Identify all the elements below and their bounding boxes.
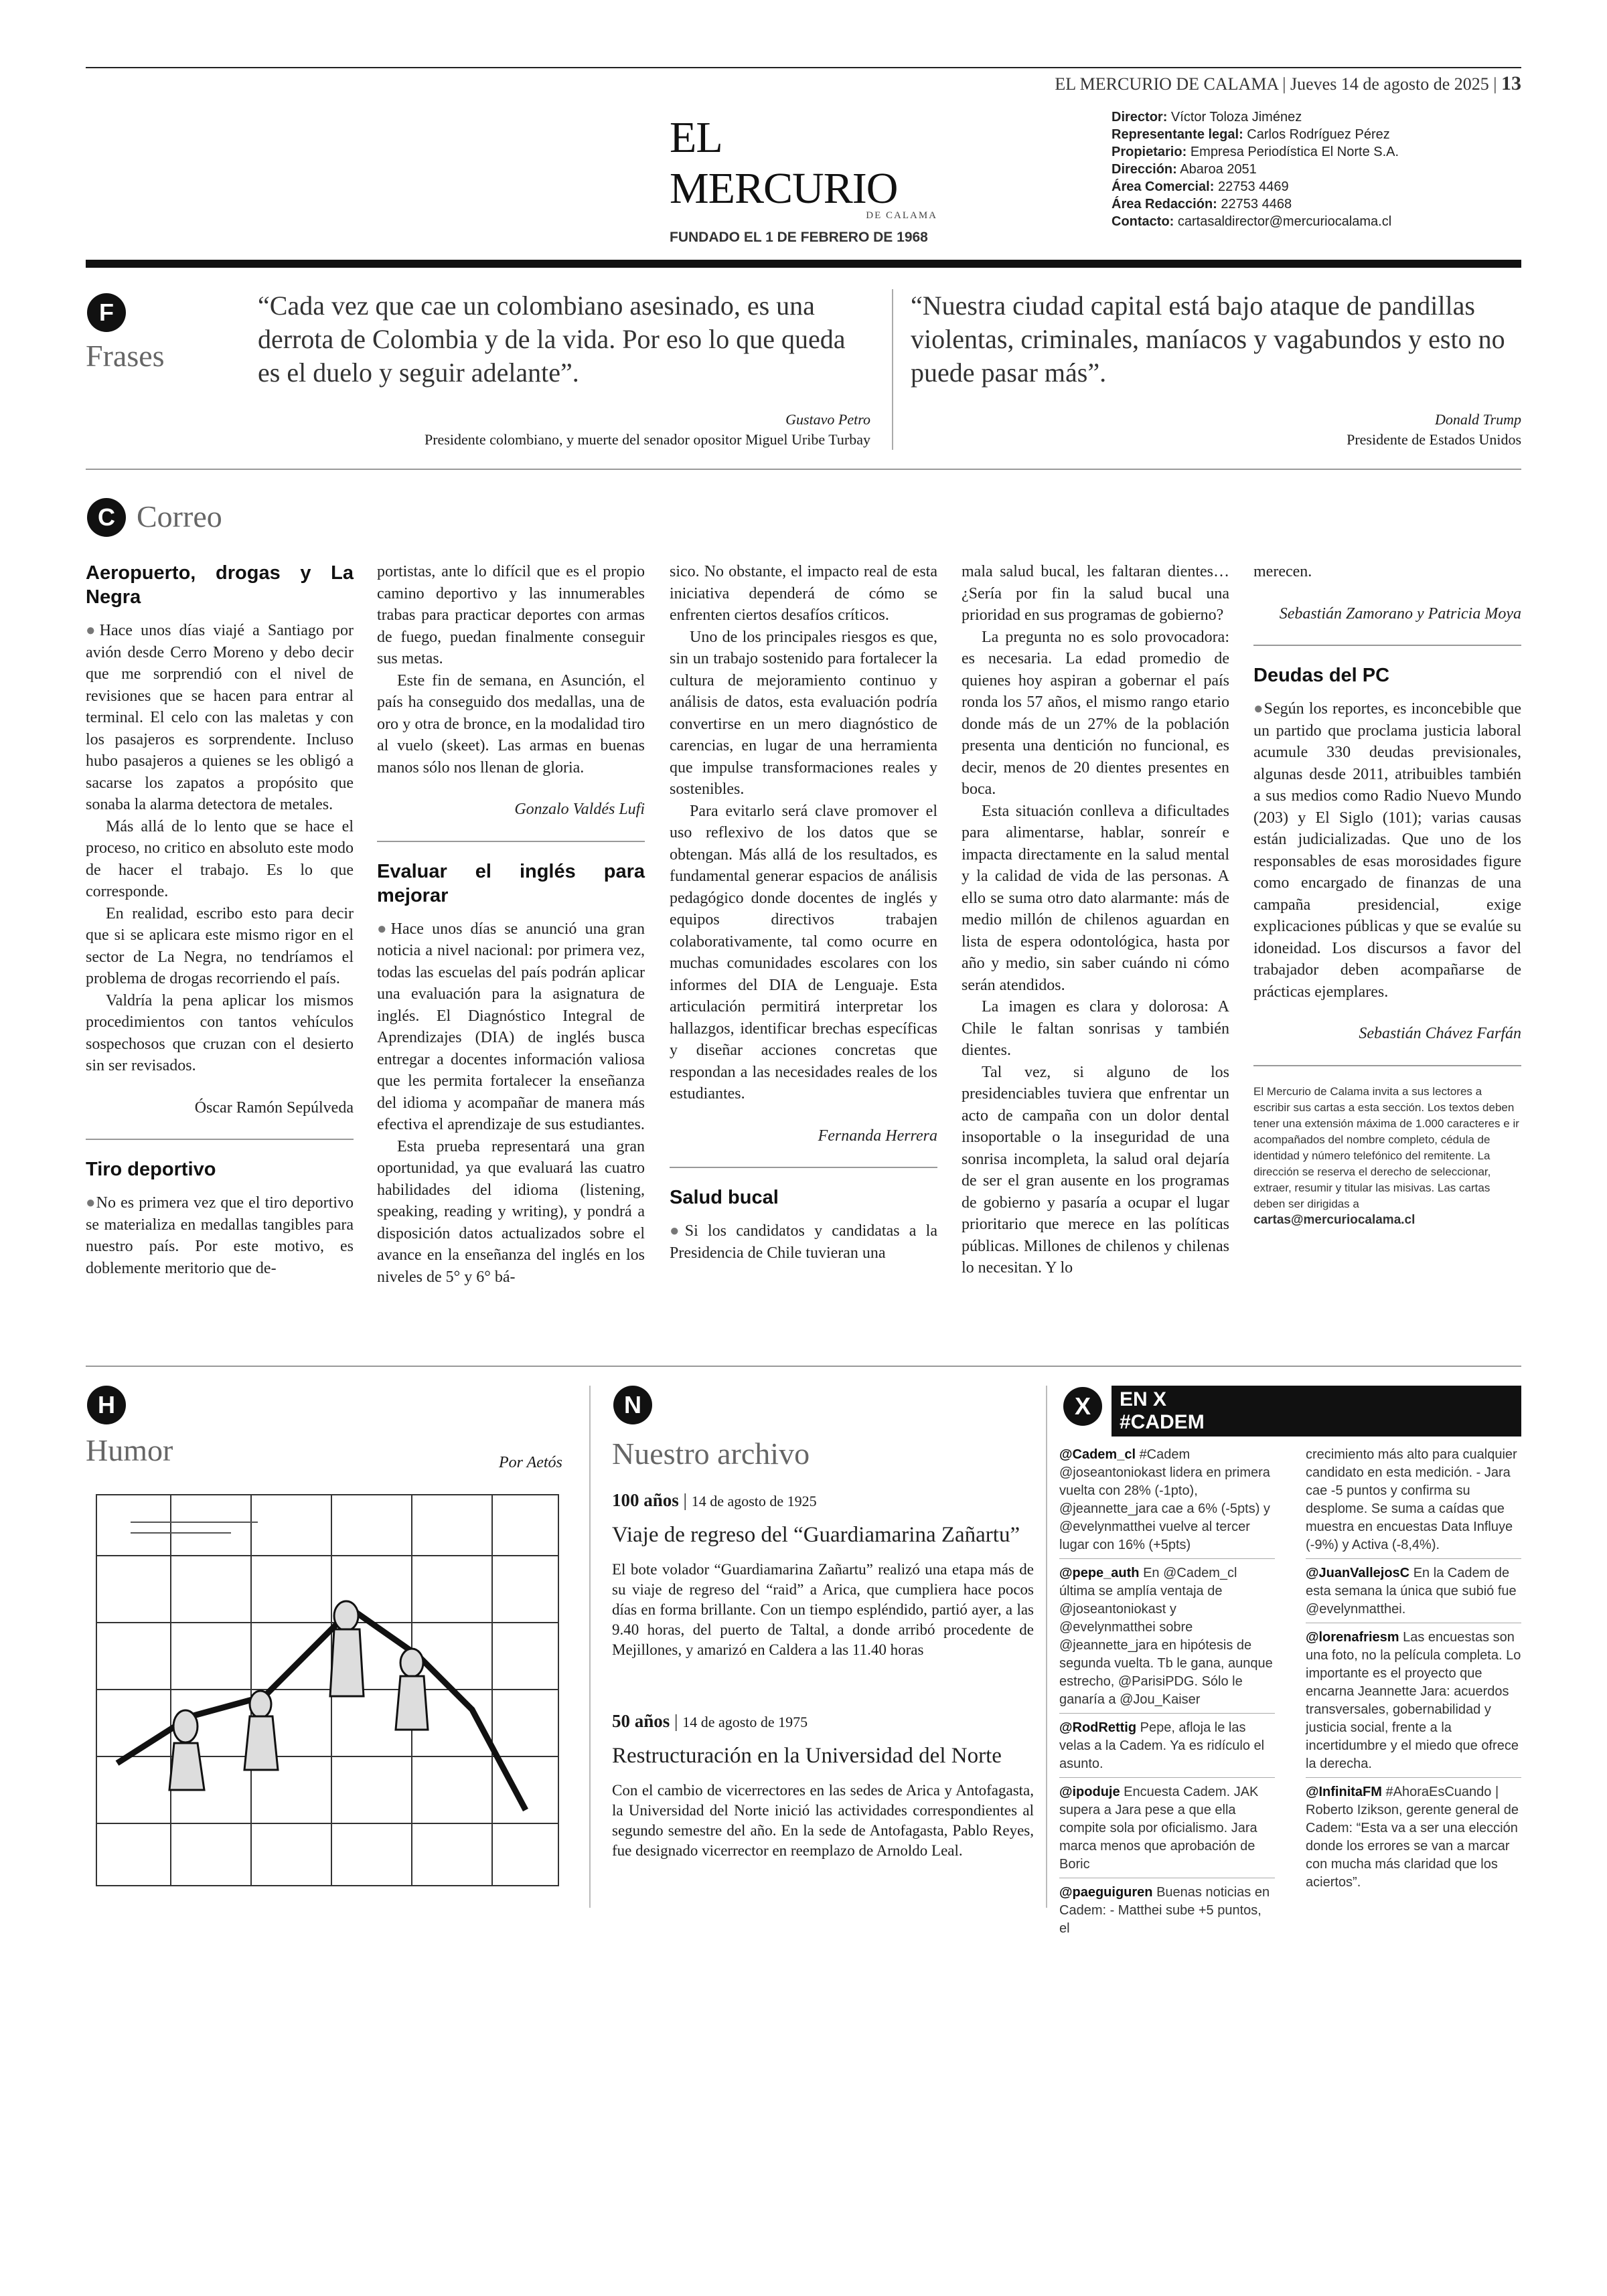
letter-paragraph: Valdría la pena aplicar los mismos procedimientos con tantos vehículos sospechosos que cruzan con el desierto sin ser revisados. xyxy=(86,991,354,1074)
letter-separator xyxy=(670,1167,937,1168)
tweet: @RodRettig Pepe, afloja le las velas a la Cadem. Ya es ridículo el asunto. xyxy=(1059,1719,1275,1778)
letter-paragraph: Para evitarlo será clave promover el uso reflexivo de los datos que se obtengan. Más allá de los resultados, es fundamental generar espacios de análisis pedagógico donde docentes de inglés y equipos directivos trabajen colaborativamente, tal como ocurre en muchas comunidades escolares con los informes del DIA de Lenguaje. Esta articulación permitirá interpretar los hallazgos, identificar brechas específicas y diseñar acciones concretas que respondan a las necesidades reales de los estudiantes. xyxy=(670,802,937,1102)
tweet-handle[interactable]: @InfinitaFM xyxy=(1306,1785,1382,1799)
letter-paragraph: La imagen es clara y dolorosa: A Chile le faltan sonrisas y también dientes. xyxy=(962,998,1229,1059)
tweet-handle[interactable]: @pepe_auth xyxy=(1059,1566,1140,1580)
column-divider xyxy=(1046,1386,1047,1908)
tweet-continued: crecimiento más alto para cualquier candidato en esta medición. - Jara cae -5 puntos y confirma su desplome. Se suma a caídas que muestra en encuestas Data Influye (-9%) y Activa (-8,4%). xyxy=(1306,1446,1521,1559)
letter-paragraph: Tal vez, si alguno de los presidenciables tuviera que enfrentar un acto de campaña con un dolor dental insoportable o la inseguridad de una sonrisa incompleta, la salud oral dejaría de ser el gran ausente en los programas de gobierno y pasaría a ocupar el lugar prioritario que merece en las políticas públicas. Millones de chilenos y chilenas lo necesitan. Y lo xyxy=(962,1063,1229,1277)
letters-column-4 xyxy=(962,561,1229,1279)
tweet-handle[interactable]: @lorenafriesm xyxy=(1306,1630,1399,1645)
letters-note: El Mercurio de Calama invita a sus lectores a escribir sus cartas a esta sección. Los textos deben tener una extensión máxima de 1.000 caracteres e ir acompañados del nombre completo, cédula de identidad y número telefónico del remitente. La dirección se reserva el derecho de seleccionar, extraer, resumir y titular las misivas. Las cartas deben ser dirigidas a cartas@mercuriocalama.cl xyxy=(1253,1084,1519,1227)
tweet-handle[interactable]: @paeguiguren xyxy=(1059,1885,1153,1900)
letter-signature: Fernanda Herrera xyxy=(818,1127,937,1145)
letter-paragraph: merecen. xyxy=(1253,563,1312,580)
archivo-entry-2 xyxy=(612,1711,1034,1861)
archivo-text: El bote volador “Guardiamarina Zañartu” realizó una etapa más de su viaje de regreso del “raid” a Arica, que cumpliera hace pocos días en forma brillante. Con un tiempo espléndido, partió ayer, a las 9.40 horas, del puerto de Taltal, a donde arribó procedente de Mejillones, y amarizó en Caldera a las 11.40 horas xyxy=(612,1561,1034,1658)
archivo-badge: N xyxy=(613,1386,652,1424)
quote-petro: “Cada vez que cae un colombiano asesinado, es una derrota de Colombia y de la vida. Por eso lo que queda es el duelo y seguir adelante”. xyxy=(258,291,846,388)
column-divider xyxy=(589,1386,591,1908)
letter-signature: Óscar Ramón Sepúlveda xyxy=(194,1098,354,1117)
tweet: @JuanVallejosC En la Cadem de esta semana la única que subió fue @evelynmatthei. xyxy=(1306,1564,1521,1623)
letter-paragraph: ●No es primera vez que el tiro deportivo se materializa en medallas tangibles para nuestro país. Por este motivo, es doblemente meritorio que de- xyxy=(86,1194,354,1277)
contact-email[interactable]: cartasaldirector@mercuriocalama.cl xyxy=(1177,214,1392,229)
tweet: @ipoduje Encuesta Cadem. JAK supera a Jara pese a que ella compite sola por oficialismo. Jara marca menos que aprobación de Boric xyxy=(1059,1783,1275,1878)
section-rule xyxy=(86,469,1521,470)
letter-paragraph: Esta situación conlleva a dificultades para alimentarse, hablar, sonreír e impacta directamente en la salud mental y la calidad de vida de las personas. A ello se suma otro dato alarmante: más de medio millón de chilenos aguardan en lista de espera odontológica, hasta por año y medio, sin saber cuándo ni cómo serán atendidos. xyxy=(962,802,1229,994)
humor-author: Por Aetós xyxy=(499,1454,562,1471)
letter-title: Deudas del PC xyxy=(1253,665,1390,686)
letters-column-2 xyxy=(377,561,645,1288)
letter-separator xyxy=(86,1139,354,1140)
correo-label: Correo xyxy=(137,499,222,534)
letter-paragraph: mala salud bucal, les faltaran dientes… ¿Sería por fin la salud bucal una prioridad en sus programas de gobierno? xyxy=(962,563,1229,624)
frases-label: Frases xyxy=(86,339,165,373)
letters-column-5 xyxy=(1253,561,1521,1228)
letter-title: Tiro deportivo xyxy=(86,1159,216,1180)
masthead-name: EL MERCURIO xyxy=(670,113,898,213)
letter-paragraph: Esta prueba representará una gran oportunidad, ya que evaluará las cuatro habilidades del idioma (listening, speaking, reading y writing), y pondrá a disposición datos actualizados sobre el avance en la enseñanza del inglés en los niveles de 5° y 6° bá- xyxy=(377,1137,645,1286)
letter-separator xyxy=(1253,1065,1521,1066)
tweet-handle[interactable]: @Cadem_cl xyxy=(1059,1447,1136,1462)
letter-paragraph: Este fin de semana, en Asunción, el país ha conseguido dos medallas, una de oro y otra de bronce, en la modalidad tiro al vuelo (skeet). Las armas en buenas manos sólo nos llenan de gloria. xyxy=(377,671,645,776)
humor-label: Humor xyxy=(86,1433,173,1467)
archivo-title: Viaje de regreso del “Guardiamarina Zañartu” xyxy=(612,1523,1020,1547)
masthead-subtitle: DE CALAMA xyxy=(866,210,937,221)
letter-signature: Sebastián Chávez Farfán xyxy=(1359,1025,1521,1042)
letter-paragraph: La pregunta no es solo provocadora: es necesaria. La edad promedio de quienes hoy aspiran a gobernar el país ronda los 57 años, el mismo rango etario donde más de un 27% de la población presenta una dentición no funcional, es decir, menos de 20 dientes presentes en boca. xyxy=(962,628,1229,798)
letter-signature: Sebastián Zamorano y Patricia Moya xyxy=(1279,604,1521,623)
correo-badge: C xyxy=(87,498,126,537)
section-rule xyxy=(86,1366,1521,1367)
archivo-label: Nuestro archivo xyxy=(612,1437,810,1471)
letter-paragraph: ●Según los reportes, es inconcebible que un partido que proclama justicia laboral acumule 330 deudas previsionales, algunas desde 2011, atribuibles también a sus medios como Radio Nuevo Mundo (203) y El Siglo (101); varias causas están judicializadas. Que uno de los responsables de esas morosidades figure como encargado de finanzas de una campaña presidencial, exige explicaciones públicas y que se evalúe su idoneidad. Los discursos a favor del trabajador deben acompañarse de prácticas ejemplares. xyxy=(1253,700,1521,1001)
top-rule xyxy=(86,67,1521,68)
humor-badge: H xyxy=(87,1386,126,1424)
quote-petro-attribution: Gustavo Petro Presidente colombiano, y muerte del senador opositor Miguel Uribe Turbay xyxy=(425,411,870,448)
archivo-date: 50 años | 14 de agosto de 1975 xyxy=(612,1711,808,1731)
tweet-handle[interactable]: @JuanVallejosC xyxy=(1306,1566,1410,1580)
letter-paragraph: ●Hace unos días se anunció una gran noticia a nivel nacional: por primera vez, todas las escuelas del país podrán aplicar una evaluación para la asignatura de inglés. El Diagnóstico Integral de Aprendizajes (DIA) de inglés busca entregar a docentes información valiosa que les permita fortalecer la enseñanza del idioma y acompañar de manera más efectiva el aprendizaje de sus estudiantes. xyxy=(377,920,645,1133)
staff-box: Director: Víctor Toloza Jiménez Representante legal: Carlos Rodríguez Pérez Propietario: Empresa Periodística El Norte S.A. Dirección: Abaroa 2051 Área Comercial: 22753 4469 Área Redacción: 22753 4468 Contacto: cartasaldirector@mercuriocalama.cl xyxy=(1112,110,1399,229)
quote-trump: “Nuestra ciudad capital está bajo ataque de pandillas violentas, criminales, maníacos y vagabundos y esto no puede pasar más”. xyxy=(911,291,1505,388)
letter-paragraph: En realidad, escribo esto para decir que si se aplicara este mismo rigor en el sector de La Negra, no tendríamos el problema de drogas recorriendo el país. xyxy=(86,904,354,987)
quote-divider xyxy=(892,289,893,450)
letters-column-1 xyxy=(86,561,354,1279)
letter-title: Salud bucal xyxy=(670,1187,779,1208)
quote-trump-attribution: Donald Trump Presidente de Estados Unidos xyxy=(1347,411,1521,448)
tweet: @paeguiguren Buenas noticias en Cadem: - Matthei sube +5 puntos, el xyxy=(1059,1885,1270,1936)
letter-separator xyxy=(1253,645,1521,646)
archivo-date: 100 años | 14 de agosto de 1925 xyxy=(612,1490,817,1510)
frases-badge: F xyxy=(87,293,126,332)
humor-cartoon xyxy=(96,1494,559,1886)
x-badge: X xyxy=(1063,1387,1102,1426)
tweet: @lorenafriesm Las encuestas son una foto, no la película completa. Lo importante es el proyecto que encarna Jeannette Jara: acuerdos transversales, gobernabilidad y justicia social, frente a la incertidumbre y el miedo que ofrece la derecha. xyxy=(1306,1629,1521,1778)
tweet-handle[interactable]: @ipoduje xyxy=(1059,1785,1120,1799)
letters-email[interactable]: cartas@mercuriocalama.cl xyxy=(1253,1212,1415,1227)
letter-paragraph: sico. No obstante, el impacto real de esta iniciativa dependerá de cómo se enfrenten ciertos desafíos críticos. xyxy=(670,563,937,624)
tweet: @Cadem_cl #Cadem @joseantoniokast lidera en primera vuelta con 28% (-1pto), @jeannette_jara cae a 6% (-5pts) y @evelynmatthei vuelve al tercer lugar con 16% (+5pts) xyxy=(1059,1446,1275,1559)
letter-paragraph: Uno de los principales riesgos es que, sin un trabajo sostenido para fortalecer la cultura de mejoramiento continuo y análisis de datos, esta evaluación podría convertirse en un mero diagnóstico de carencias, en lugar de una herramienta que impulse transformaciones reales y sostenibles. xyxy=(670,628,937,798)
masthead xyxy=(670,112,937,246)
archivo-entry-1 xyxy=(612,1490,1034,1660)
letter-paragraph: ●Si los candidatos y candidatas a la Presidencia de Chile tuvieran una xyxy=(670,1222,938,1262)
folio: EL MERCURIO DE CALAMA | Jueves 14 de agosto de 2025 | 13 xyxy=(1055,72,1521,94)
section-divider xyxy=(86,260,1521,268)
letter-paragraph: ●Hace unos días viajé a Santiago por avión desde Cerro Moreno y debo decir que me sorprendió con el nivel de revisiones que se hacen para entrar al terminal. El celo con las maletas y con los pasajeros es sorprendente. Incluso hubo pasajeros a quienes se les obligó a sacarse los zapatos a propósito que sonaba la alarma detectora de metales. xyxy=(86,622,354,813)
x-header: EN X #CADEM xyxy=(1112,1386,1521,1437)
tweet: @InfinitaFM #AhoraEsCuando | Roberto Izikson, gerente general de Cadem: “Esta va a ser una elección donde los errores se van a marcar con mucha más claridad que los aciertos”. xyxy=(1306,1785,1519,1890)
cartoon-drawing xyxy=(97,1495,558,1885)
tweet-handle[interactable]: @RodRettig xyxy=(1059,1720,1137,1735)
letter-title: Evaluar el inglés para mejorar xyxy=(377,860,645,906)
letter-paragraph: portistas, ante lo difícil que es el propio camino deportivo y las innumerables trabas para practicar deportes con armas de fuego, puedan finalmente conseguir sus metas. xyxy=(377,563,645,667)
archivo-title: Restructuración en la Universidad del Norte xyxy=(612,1744,1002,1768)
tweets-column-1 xyxy=(1059,1446,1275,1947)
masthead-founded: FUNDADO EL 1 DE FEBRERO DE 1968 xyxy=(670,230,928,245)
tweets-column-2 xyxy=(1306,1446,1521,1901)
letters-column-3 xyxy=(670,561,937,1264)
tweet: @pepe_auth En @Cadem_cl última se amplía ventaja de @joseantoniokast y @evelynmatthei sobre @jeannette_jara en hipótesis de segunda vuelta. Tb le gana, aunque estrecho, @ParisiPDG. Sólo le ganaría a @Jou_Kaiser xyxy=(1059,1564,1275,1714)
letter-separator xyxy=(377,841,645,842)
letter-paragraph: Más allá de lo lento que se hace el proceso, no critico en absoluto este modo de hacer el trabajo. Es lo que corresponde. xyxy=(86,817,354,900)
letter-signature: Gonzalo Valdés Lufi xyxy=(514,801,645,818)
letter-title: Aeropuerto, drogas y La Negra xyxy=(86,562,354,608)
archivo-text: Con el cambio de vicerrectores en las sedes de Arica y Antofagasta, la Universidad del Norte inició las actividades correspondientes al segundo semestre del año. En la sede de Antofagasta, Pablo Reyes, fue designado vicerrector en reemplazo de Arnoldo Leal. xyxy=(612,1782,1034,1859)
